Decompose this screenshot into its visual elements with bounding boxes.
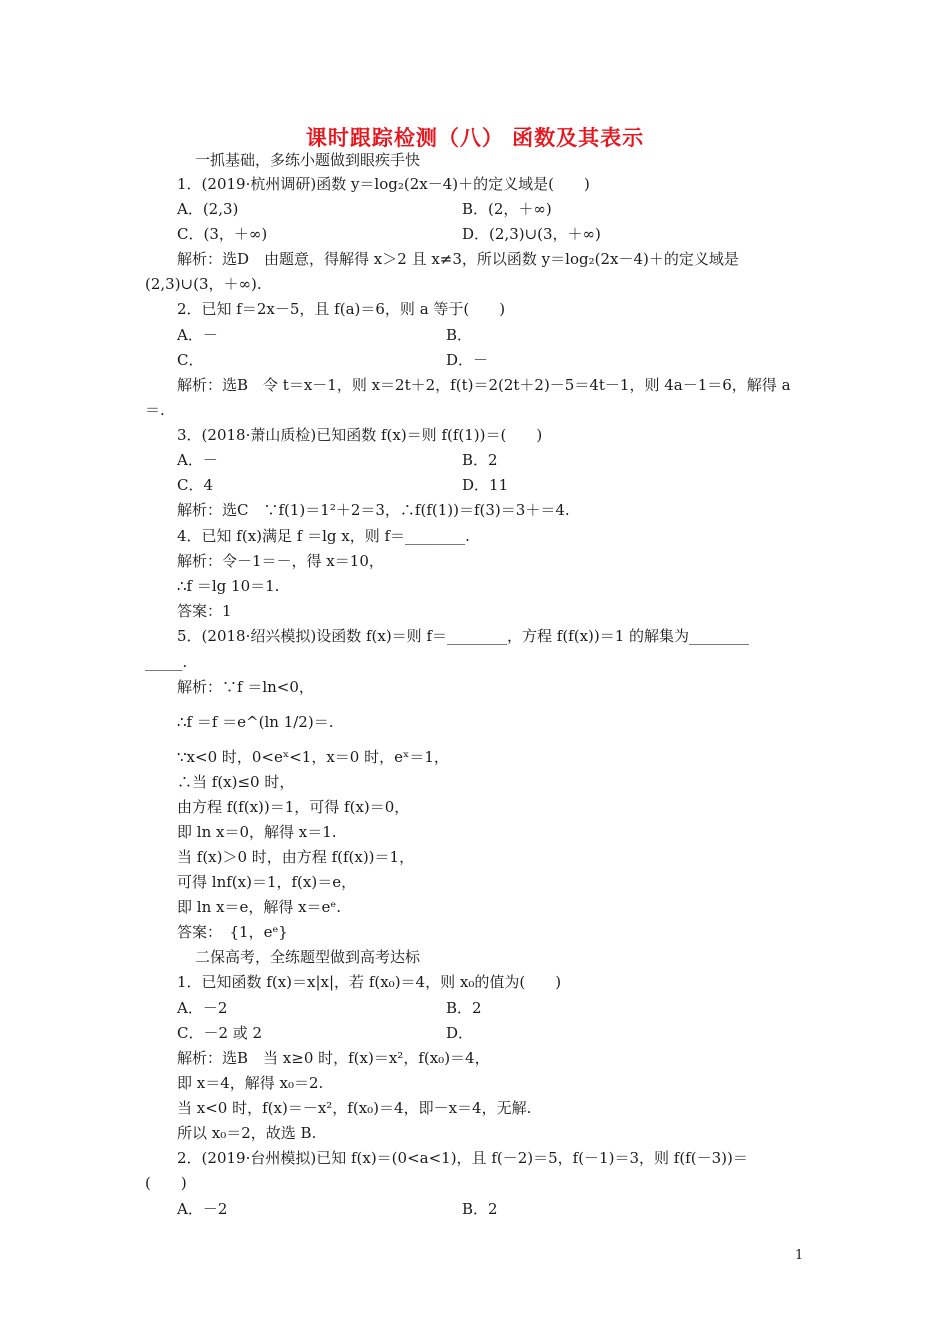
text-line: 解析：选D 由题意，得解得 x＞2 且 x≠3，所以函数 y＝log₂(2x－4)＋的定义域是 (177, 250, 739, 268)
option-right: D．(2,3)∪(3，＋∞) (462, 225, 601, 243)
text-line: 1．已知函数 f(x)＝x|x|，若 f(x₀)＝4，则 x₀的值为( ) (177, 973, 562, 991)
text-line: 2．(2019·台州模拟)已知 f(x)＝(0<a<1)，且 f(－2)＝5，f(－1)＝3，则 f(f(－3))＝ (177, 1149, 748, 1167)
option-right: D．－ (446, 351, 489, 369)
text-line: 解析：选C ∵f(1)＝1²＋2＝3，∴f(f(1))＝f(3)＝3＋＝4. (177, 501, 570, 519)
text-line: C．－2 或 2 (177, 1024, 263, 1042)
text-line: ＝. (145, 401, 165, 419)
text-line: 当 x<0 时，f(x)＝－x²，f(x₀)＝4，即－x＝4，无解. (177, 1099, 532, 1117)
text-line: 一抓基础，多练小题做到眼疾手快 (195, 151, 421, 169)
text-line: C．4 (177, 476, 214, 494)
text-line: 答案：1 (177, 602, 232, 620)
text-line: (2,3)∪(3，＋∞). (145, 275, 262, 293)
option-right: D． (446, 1024, 474, 1042)
text-line: ∵x<0 时，0<eˣ<1，x＝0 时，eˣ＝1， (177, 748, 449, 766)
text-line: ∴当 f(x)≤0 时， (177, 773, 295, 791)
text-line: 即 ln x＝e，解得 x＝eᵉ. (177, 898, 342, 916)
text-line: A．(2,3) (177, 200, 239, 218)
text-line: 解析：选B 令 t＝x－1，则 x＝2t＋2，f(t)＝2(2t＋2)－5＝4t－1，则 4a－1＝6，解得 a (177, 376, 791, 394)
option-right: B．(2，＋∞) (462, 200, 552, 218)
text-line: 3．(2018·萧山质检)已知函数 f(x)＝则 f(f(1))＝( ) (177, 426, 543, 444)
text-line: A．－ (177, 326, 218, 344)
text-line: 答案： {1，eᵉ} (177, 923, 288, 941)
text-line: 4．已知 f(x)满足 f ＝lg x，则 f＝________. (177, 527, 470, 545)
text-line: 2．已知 f＝2x－5，且 f(a)＝6，则 a 等于( ) (177, 300, 506, 318)
text-line: 所以 x₀＝2，故选 B. (177, 1124, 317, 1142)
text-line: 二保高考，全练题型做到高考达标 (195, 948, 421, 966)
text-line: 由方程 f(f(x))＝1，可得 f(x)＝0， (177, 798, 410, 816)
option-right: B． (446, 326, 473, 344)
text-line: A．－2 (177, 999, 228, 1017)
page-number: 1 (795, 1248, 804, 1263)
text-line: 可得 lnf(x)＝1，f(x)＝e， (177, 873, 357, 891)
text-line: ∴f ＝lg 10＝1. (177, 577, 280, 595)
text-line: _____. (145, 653, 188, 671)
text-line: C． (177, 351, 204, 369)
option-right: D．11 (462, 476, 509, 494)
text-line: 1．(2019·杭州调研)函数 y＝log₂(2x－4)＋的定义域是( ) (177, 175, 590, 193)
text-line: 5．(2018·绍兴模拟)设函数 f(x)＝则 f＝________，方程 f(f(x))＝1 的解集为________ (177, 627, 750, 645)
text-line: A．－2 (177, 1200, 228, 1218)
text-line: 即 ln x＝0，解得 x＝1. (177, 823, 337, 841)
text-line: C．(3，＋∞) (177, 225, 268, 243)
page-title: 课时跟踪检测（八） 函数及其表示 (305, 126, 645, 150)
option-right: B．2 (462, 451, 498, 469)
text-line: 解析：选B 当 x≥0 时，f(x)＝x²，f(x₀)＝4， (177, 1049, 490, 1067)
text-line: 解析：∵f ＝ln<0， (177, 678, 314, 696)
text-line: ∴f ＝f ＝e^(ln 1/2)＝. (177, 713, 334, 731)
text-line: ( ) (145, 1174, 187, 1192)
option-right: B．2 (462, 1200, 498, 1218)
text-line: 即 x＝4，解得 x₀＝2. (177, 1074, 324, 1092)
text-line: A．－ (177, 451, 218, 469)
text-line: 当 f(x)＞0 时，由方程 f(f(x))＝1， (177, 848, 415, 866)
text-line: 解析：令－1＝－，得 x＝10， (177, 552, 384, 570)
option-right: B．2 (446, 999, 482, 1017)
